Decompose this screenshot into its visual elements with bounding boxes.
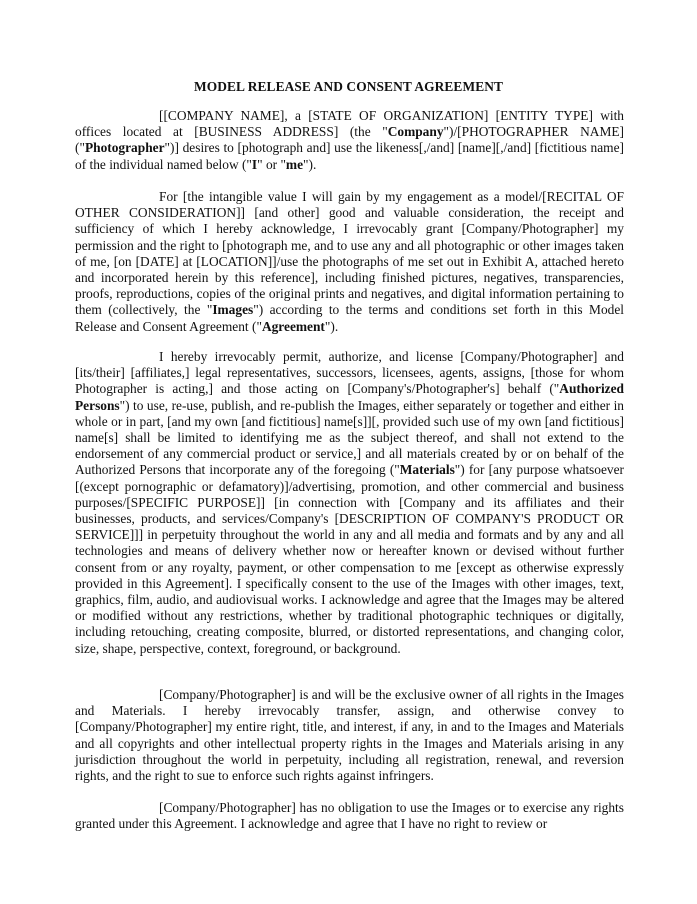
defined-term: me — [285, 156, 304, 172]
defined-term: Images — [212, 302, 254, 318]
defined-term: Agreement — [261, 318, 325, 334]
defined-term: Authorized Persons — [75, 381, 624, 413]
paragraph-1 — [75, 108, 624, 173]
defined-term: Company — [387, 124, 444, 140]
paragraph-4 — [75, 687, 624, 784]
paragraph-text: ")/[PHOTOGRAPHER NAME] (" — [75, 124, 624, 156]
paragraph-text: ") to use, re-use, publish, and re-publish the Images, either separately or together and either in whole or in part, [and my own [and fictitious] name[s]][, provided such use of my own [and fictitious] name[s] shall be limited to identifying me as the subject thereof, and shall not extend to the endorsement of any commercial product or service,] and all materials created by or on behalf of the Authorized Persons that incorporate any of the foregoing (" — [75, 397, 624, 478]
paragraph-text: ")] desires to [photograph and] use the likeness[,/and] [name][,/and] [fictitious name] of the individual named below (" — [75, 140, 624, 172]
paragraph-text: ") according to the terms and conditions set forth in this Model Release and Consent Agreement (" — [75, 302, 624, 334]
document-title: MODEL RELEASE AND CONSENT AGREEMENT — [193, 79, 504, 94]
paragraph-text: [Company/Photographer] has no obligation to use the Images or to exercise any rights granted under this Agreement. I acknowledge and agree that I have no right to review or — [75, 800, 624, 832]
defined-term: Photographer — [84, 140, 165, 156]
paragraph-5 — [75, 800, 624, 832]
defined-term: Materials — [399, 462, 455, 478]
paragraph-2 — [75, 189, 624, 335]
paragraph-text: ") for [any purpose whatsoever [(except pornographic or defamatory)]/advertising, promotion, and other commercial and business purposes/[SPECIFIC PURPOSE]] [in connection with [Company and its affiliates and their businesses, products, and services/Company's [DESCRIPTION OF COMPANY'S PRODUCT OR SERVICE]]] in perpetuity throughout the world in any and all media and formats and by any and all technologies and means of delivery whether now or hereafter known or devised without further consent from or any royalty, payment, or other compensation to me [except as otherwise expressly provided in this Agreement]. I specifically consent to the use of the Images with other images, text, graphics, film, audio, and audiovisual works. I acknowledge and agree that the Images may be altered or modified without any restrictions, whether by traditional photographic techniques or digitally, including retouching, creating composite, blurred, or distorted representations, and changing color, size, shape, perspective, context, foreground, or background. — [75, 462, 624, 656]
paragraph-3 — [75, 349, 624, 657]
defined-term: I — [251, 156, 258, 172]
paragraph-text: [Company/Photographer] is and will be the exclusive owner of all rights in the Images and Materials. I hereby irrevocably transfer, assign, and otherwise convey to [Company/Photographer] my entire right, title, and interest, if any, in and to the Images and Materials and all copyrights and other intellectual property rights in the Images and Materials arising in any jurisdiction throughout the world in perpetuity, including all registration, renewal, and reversion rights, and the right to sue to enforce such rights against infringers. — [75, 687, 624, 784]
paragraph-text: [[COMPANY NAME], a [STATE OF ORGANIZATION] [ENTITY TYPE] with offices located at [BUSINESS ADDRESS] (the " — [75, 108, 624, 140]
paragraph-text: "). — [303, 156, 317, 172]
paragraph-text: " or " — [257, 156, 286, 172]
paragraph-text: For [the intangible value I will gain by my engagement as a model/[RECITAL OF OTHER CONSIDERATION]] [and other] good and valuable consideration, the receipt and sufficiency of which I hereby acknowledge, I irrevocably grant [Company/Photographer] my permission and the right to [photograph me, and to use any and all photographic or other images taken of me, [on [DATE] at [LOCATION]]/use the photographs of me set out in Exhibit A, attached hereto and incorporated herein by this reference], including finished pictures, negatives, transparencies, proofs, reproductions, copies of the original prints and negatives, and digital information pertaining to them (collectively, the " — [75, 189, 624, 318]
paragraph-text: I hereby irrevocably permit, authorize, and license [Company/Photographer] and [its/their] [affiliates,] legal representatives, successors, licensees, agents, assigns, [those for whom Photographer is acting,] and those acting on [Company's/Photographer's] behalf (" — [75, 349, 624, 397]
paragraph-text: "). — [324, 318, 339, 334]
